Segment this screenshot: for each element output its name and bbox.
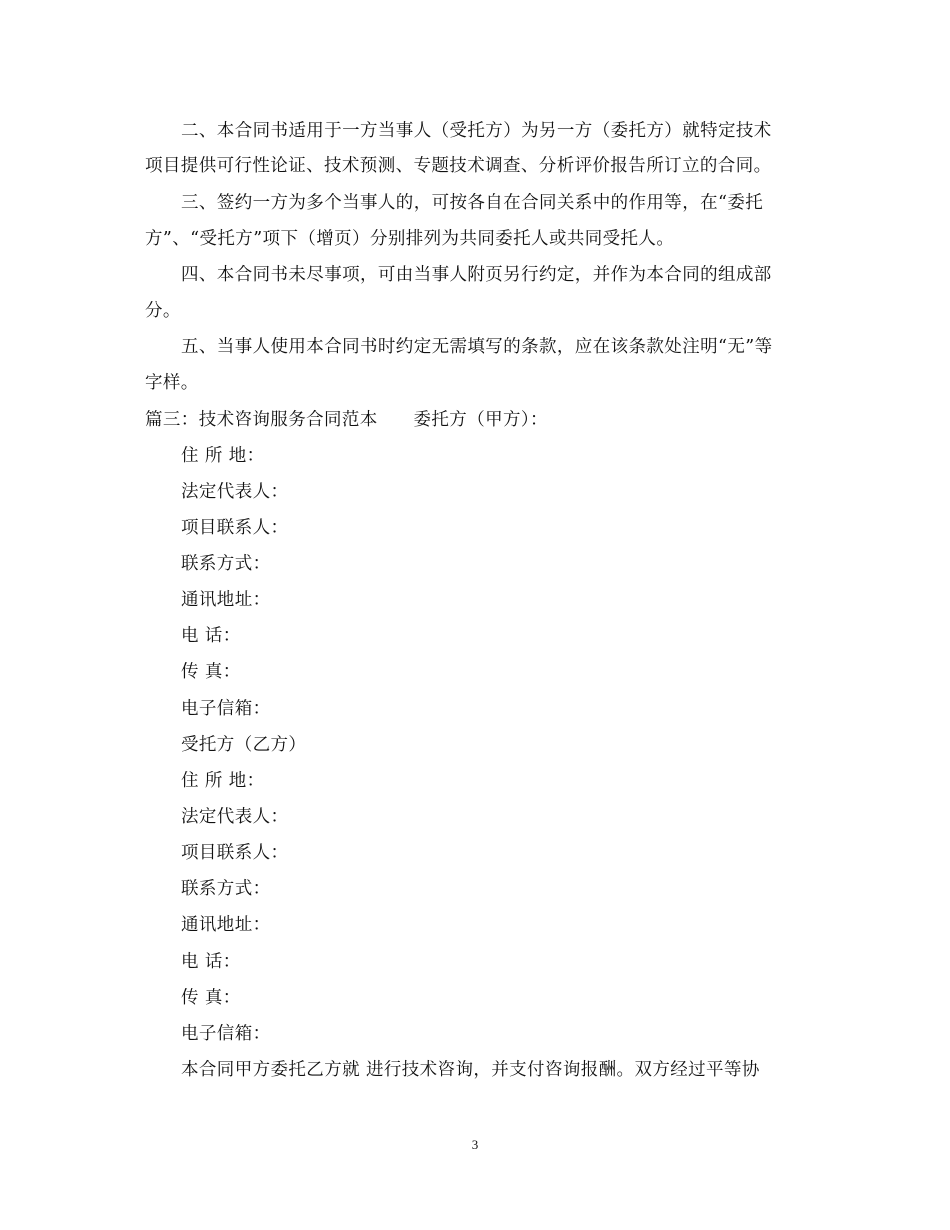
para-4-line-2: 分。	[145, 301, 181, 321]
party-a-contact-method: 联系方式：	[181, 554, 271, 574]
party-b-legal-rep: 法定代表人：	[181, 807, 289, 827]
para-5-line-1: 五、当事人使用本合同书时约定无需填写的条款，应在该条款处注明“无”等	[181, 337, 773, 357]
party-a-phone: 电 话：	[181, 626, 241, 646]
party-b-mailing-address: 通讯地址：	[181, 915, 271, 935]
para-3-line-1: 三、签约一方为多个当事人的，可按各自在合同关系中的作用等，在“委托	[181, 193, 764, 213]
party-a-contact-person: 项目联系人：	[181, 518, 289, 538]
para-4-line-1: 四、本合同书未尽事项，可由当事人附页另行约定，并作为本合同的组成部	[181, 265, 772, 285]
section-heading: 篇三：技术咨询服务合同范本 委托方（甲方）：	[145, 410, 548, 430]
party-b-address: 住 所 地：	[181, 771, 265, 791]
party-b-contact-method: 联系方式：	[181, 879, 271, 899]
para-2-line-2: 项目提供可行性论证、技术预测、专题技术调查、分析评价报告所订立的合同。	[145, 156, 772, 176]
party-a-legal-rep: 法定代表人：	[181, 482, 289, 502]
party-b-email: 电子信箱：	[181, 1024, 271, 1044]
party-b-contact-person: 项目联系人：	[181, 843, 289, 863]
contract-intro-line: 本合同甲方委托乙方就 进行技术咨询，并支付咨询报酬。双方经过平等协	[181, 1060, 760, 1080]
party-b-phone: 电 话：	[181, 952, 241, 972]
para-2-line-1: 二、本合同书适用于一方当事人（受托方）为另一方（委托方）就特定技术	[181, 121, 772, 141]
party-a-fax: 传 真：	[181, 662, 241, 682]
party-a-address: 住 所 地：	[181, 446, 265, 466]
party-b-heading: 受托方（乙方）	[181, 735, 307, 755]
para-3-line-2: 方”、“受托方”项下（增页）分别排列为共同委托人或共同受托人。	[145, 229, 675, 249]
party-a-mailing-address: 通讯地址：	[181, 590, 271, 610]
para-5-line-2: 字样。	[145, 373, 199, 393]
party-a-email: 电子信箱：	[181, 699, 271, 719]
page-number: 3	[471, 1137, 479, 1152]
party-b-fax: 传 真：	[181, 988, 241, 1008]
